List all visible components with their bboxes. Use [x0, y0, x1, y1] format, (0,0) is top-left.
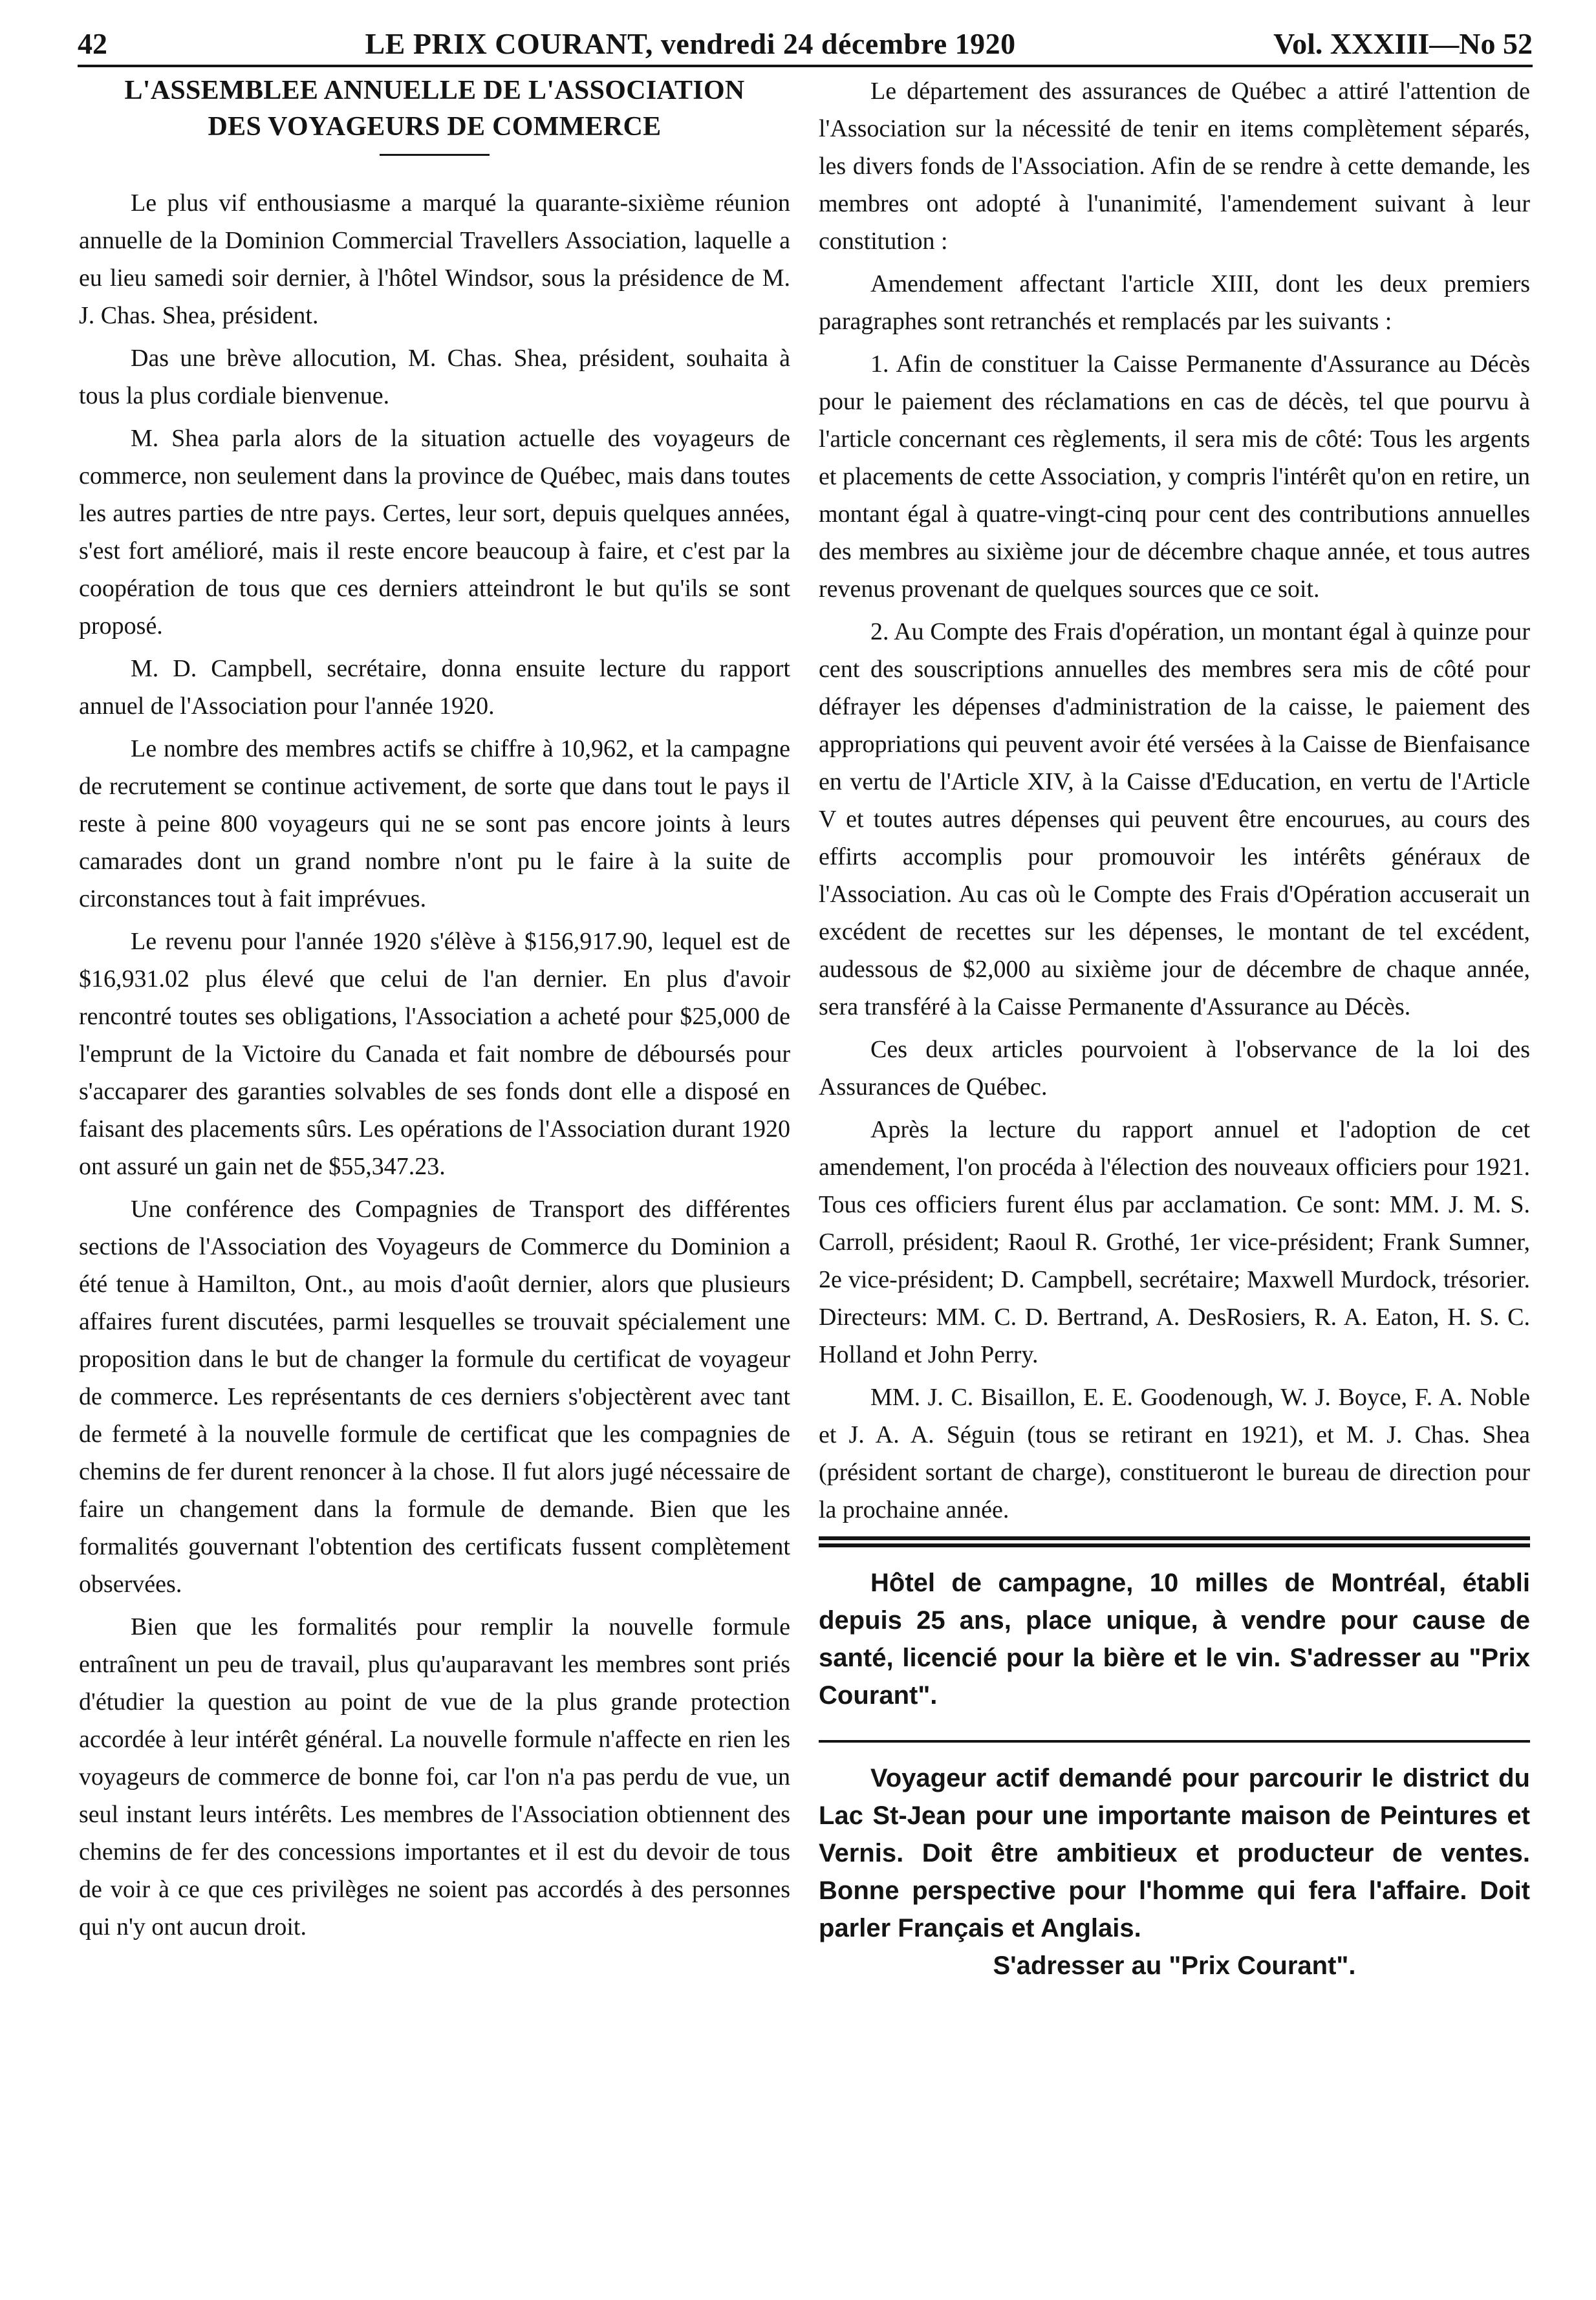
article-paragraph: Le nombre des membres actifs se chiffre à 10,962, et la campagne de recrutement se continue activement, de sorte que dans tout le pays il reste à peine 800 voyageurs qui ne se sont pas encore joints à leurs camarades dont un grand nombre n'ont pu le faire à la suite de circonstances tout à fait imprévues. [79, 735, 790, 912]
page-number: 42 [78, 27, 107, 60]
article-paragraph: Le plus vif enthousiasme a marqué la quarante-sixième réunion annuelle de la Dominion Commercial Travellers Association, laquelle a eu lieu samedi soir dernier, à l'hôtel Windsor, sous la présidence de M. J. Chas. Shea, président. [79, 189, 790, 329]
classified-ad-traveller [819, 1759, 1530, 1984]
article-title-line-1: L'ASSEMBLEE ANNUELLE DE L'ASSOCIATION [124, 76, 745, 105]
title-rule [380, 154, 490, 156]
article-paragraph: Bien que les formalités pour remplir la nouvelle formule entraînent un peu de travail, plus qu'auparavant les membres sont priés d'étudier la question au point de vue de la plus grande protection accordée à leur intérêt général. La nouvelle formule n'affecte en rien les voyageurs de commerce de bonne foi, car l'on n'a pas perdu de vue, un seul instant leurs intérêts. Les membres de l'Association obtiennent des chemins de fer des concessions importantes et il est du devoir de tous de voir à ce que ces privilèges ne soient pas accordés à des personnes qui n'y ont aucun droit. [79, 1613, 790, 1940]
article-paragraph: MM. J. C. Bisaillon, E. E. Goodenough, W. J. Boyce, F. A. Noble et J. A. A. Séguin (tous se retirant en 1921), et M. J. Chas. Shea (président sortant de charge), constitueront le bureau de direction pour la prochaine année. [819, 1384, 1530, 1523]
article-paragraph: Le département des assurances de Québec a attiré l'attention de l'Association sur la nécessité de tenir en items complètement séparés, les divers fonds de l'Association. Afin de se rendre à cette demande, les membres ont adopté à l'unanimité, l'amendement suivant à leur constitution : [819, 78, 1530, 255]
page-header [78, 13, 1533, 67]
classified-ad-traveller-body: Voyageur actif demandé pour parcourir le district du Lac St-Jean pour une importante maison de Peintures et Vernis. Doit être ambitieux et producteur de ventes. Bonne perspective pour l'homme qui fera l'affaire. Doit parler Français et Anglais. [819, 1764, 1530, 1942]
article-paragraph: 1. Afin de constituer la Caisse Permanente d'Assurance au Décès pour le paiement des réclamations en cas de décès, tel que pourvu à l'article concernant ces règlements, il sera mis de côté: Tous les argents et placements de cette Association, y compris l'intérêt qu'on en retire, un montant égal à quatre-vingt-cinq pour cent des contributions annuelles des membres au sixième jour de décembre chaque année, et tous autres revenus provenant de quelques sources que ce soit. [819, 350, 1530, 603]
ad-separator-double [819, 1536, 1530, 1547]
article-title [79, 72, 790, 145]
article-paragraph: Amendement affectant l'article XIII, dont les deux premiers paragraphes sont retranchés et remplacés par les suivants : [819, 270, 1530, 335]
volume-number: Vol. XXXIII—No 52 [1273, 27, 1533, 60]
classified-ad-hotel: Hôtel de campagne, 10 milles de Montréal, établi depuis 25 ans, place unique, à vendre pour cause de santé, licencié pour la bière et le vin. S'adresser au "Prix Courant". [819, 1569, 1530, 1710]
article-paragraph: Ces deux articles pourvoient à l'observance de la loi des Assurances de Québec. [819, 1036, 1530, 1101]
left-column [79, 72, 790, 1951]
article-paragraph: M. Shea parla alors de la situation actuelle des voyageurs de commerce, non seulement dans la province de Québec, mais dans toutes les autres parties de ntre pays. Certes, leur sort, depuis quelques années, s'est fort amélioré, mais il reste encore beaucoup à faire, et c'est par la coopération de tous que ces derniers atteindront le but qu'ils se sont proposé. [79, 425, 790, 639]
classified-ad-traveller-contact: S'adresser au "Prix Courant". [993, 1951, 1356, 1980]
publication-title: LE PRIX COURANT, vendredi 24 décembre 1920 [365, 27, 1016, 60]
right-column [819, 72, 1530, 1984]
article-title-line-2: DES VOYAGEURS DE COMMERCE [208, 112, 662, 142]
article-paragraph: Une conférence des Compagnies de Transport des différentes sections de l'Association des Voyageurs de Commerce du Dominion a été tenue à Hamilton, Ont., au mois d'août dernier, alors que plusieurs affaires furent discutées, parmi lesquelles se trouvait spécialement une proposition dans le but de changer la formule du certificat de voyageur de commerce. Les représentants de ces derniers s'objectèrent avec tant de fermeté à la nouvelle formule de certificat que les compagnies de chemins de fer durent renoncer à la chose. Il fut alors jugé nécessaire de faire un changement dans la formule de demande. Bien que les formalités gouvernant l'obtention des certificats fussent complètement observées. [79, 1196, 790, 1598]
article-paragraph: Le revenu pour l'année 1920 s'élève à $156,917.90, lequel est de $16,931.02 plus élevé que celui de l'an dernier. En plus d'avoir rencontré toutes ses obligations, l'Association a acheté pour $25,000 de l'emprunt de la Victoire du Canada et fait nombre de déboursés pour s'accaparer des garanties solvables de ses fonds dont elle a disposé en faisant des placements sûrs. Les opérations de l'Association durant 1920 ont assuré un gain net de $55,347.23. [79, 928, 790, 1180]
article-paragraph: Das une brève allocution, M. Chas. Shea, président, souhaita à tous la plus cordiale bienvenue. [79, 345, 790, 409]
article-paragraph: 2. Au Compte des Frais d'opération, un montant égal à quinze pour cent des souscriptions annuelles des membres sera mis de côté pour défrayer les dépenses d'administration de la caisse, le paiement des appropriations qui peuvent avoir été versées à la Caisse de Bienfaisance en vertu de l'Article XIV, à la Caisse d'Education, en vertu de l'Article V et toutes autres dépenses qui peuvent être encourues, au cours des effirts accomplis pour promouvoir les intérêts généraux de l'Association. Au cas où le Compte des Frais d'Opération accuserait un excédent de recettes sur les dépenses, le montant de tel excédent, audessous de $2,000 au sixième jour de décembre de chaque année, sera transféré à la Caisse Permanente d'Assurance au Décès. [819, 618, 1530, 1020]
ad-separator [819, 1740, 1530, 1743]
article-paragraph: Après la lecture du rapport annuel et l'adoption de cet amendement, l'on procéda à l'élection des nouveaux officiers pour 1921. Tous ces officiers furent élus par acclamation. Ce sont: MM. J. M. S. Carroll, président; Raoul R. Grothé, 1er vice-président; Frank Sumner, 2e vice-président; D. Campbell, secrétaire; Maxwell Murdock, trésorier. Directeurs: MM. C. D. Bertrand, A. DesRosiers, R. A. Eaton, H. S. C. Holland et John Perry. [819, 1116, 1530, 1368]
article-paragraph: M. D. Campbell, secrétaire, donna ensuite lecture du rapport annuel de l'Association pour l'année 1920. [79, 655, 790, 720]
